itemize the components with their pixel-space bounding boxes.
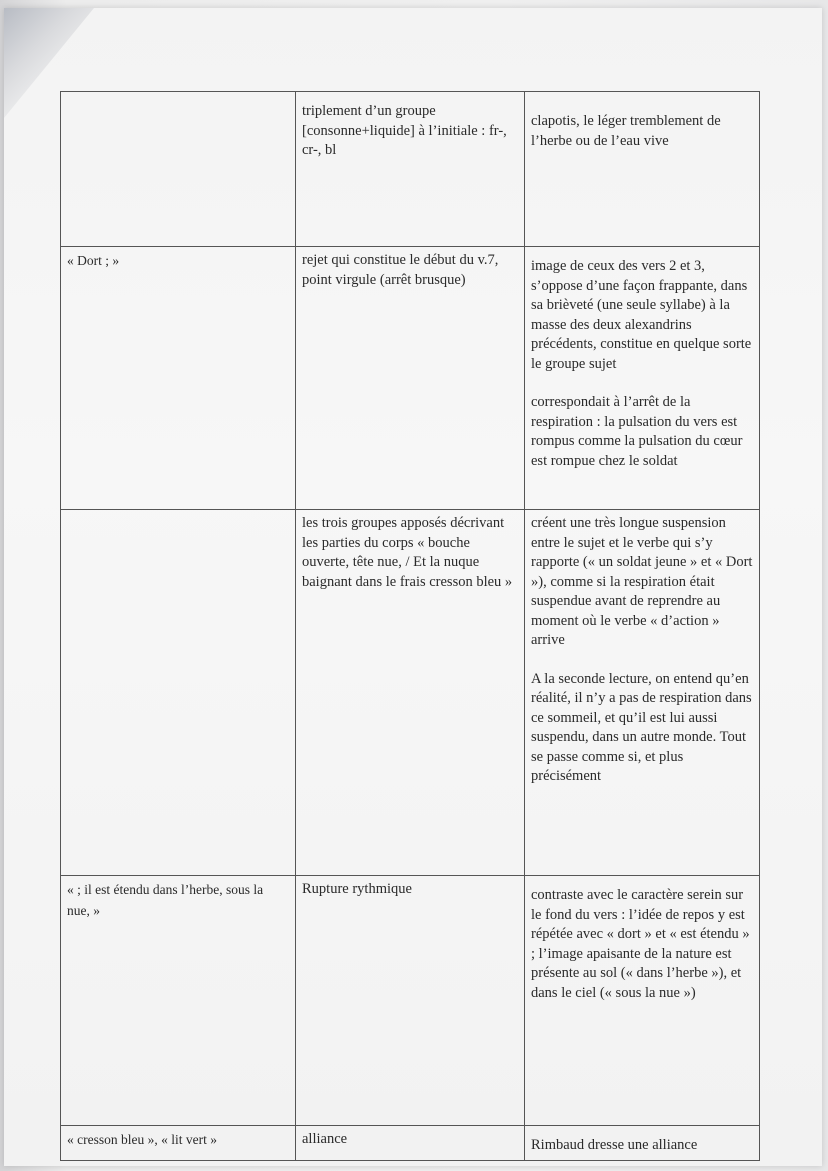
table-row: [61, 510, 760, 876]
procede-cell: [296, 92, 525, 247]
citation-text: « ; il est étendu dans l’herbe, sous la nue, »: [67, 882, 264, 918]
table-row: [61, 1126, 760, 1161]
effet-paragraph: clapotis, le léger tremblement de l’herbe ou de l’eau vive: [531, 113, 721, 149]
procede-cell: [296, 1126, 525, 1161]
procede-text: rejet qui constitue le début du v.7, point virgule (arrêt brusque): [302, 252, 499, 288]
effet-paragraph: contraste avec le caractère serein sur le fond du vers : l’idée de repos y est répétée avec « dort » et « est étendu » ; l’image apaisante de la nature est présente au sol (« dans l’herbe »), et dans le ciel (« sous la nue »): [531, 887, 750, 1001]
effet-paragraph: Rimbaud dresse une alliance: [531, 1137, 698, 1153]
procede-text: alliance: [302, 1131, 348, 1147]
effet-cell: [525, 510, 760, 876]
effet-cell: [525, 876, 760, 1126]
procede-text: triplement d’un groupe [consonne+liquide] à l’initiale : fr-, cr-, bl: [302, 103, 507, 158]
procede-cell: [296, 247, 525, 510]
procede-text: Rupture rythmique: [302, 881, 412, 897]
procede-cell: [296, 510, 525, 876]
citation-cell: [61, 1126, 296, 1161]
document-page: [4, 8, 822, 1166]
effet-cell: [525, 247, 760, 510]
effet-paragraph: correspondait à l’arrêt de la respiration : la pulsation du vers est rompus comme la pulsation du cœur est rompue chez le soldat: [531, 394, 743, 469]
effet-paragraph: A la seconde lecture, on entend qu’en réalité, il n’y a pas de respiration dans ce sommeil, et qu’il est lui aussi suspendu, dans un autre monde. Tout se passe comme si, et plus précisément: [531, 670, 752, 784]
procede-cell: [296, 876, 525, 1126]
effet-cell: [525, 92, 760, 247]
procede-text: les trois groupes apposés décrivant les parties du corps « bouche ouverte, tête nue, / Et la nuque baignant dans le frais cresson bleu »: [302, 515, 513, 590]
citation-cell: [61, 92, 296, 247]
citation-cell: [61, 876, 296, 1126]
effet-paragraph: créent une très longue suspension entre le sujet et le verbe qui s’y rapporte (« un soldat jeune » et « Dort »), comme si la respiration était suspendue avant de reprendre au moment où le verbe « d’action » arrive: [531, 515, 753, 648]
citation-cell: [61, 247, 296, 510]
citation-text: « Dort ; »: [67, 253, 120, 268]
analysis-table: [60, 91, 760, 1161]
citation-text: « cresson bleu », « lit vert »: [67, 1132, 217, 1147]
table-row: [61, 92, 760, 247]
citation-cell: [61, 510, 296, 876]
table-row: [61, 876, 760, 1126]
effet-cell: [525, 1126, 760, 1161]
effet-paragraph: image de ceux des vers 2 et 3, s’oppose d’une façon frappante, dans sa brièveté (une seule syllabe) à la masse des deux alexandrins précédents, constitue en quelque sorte le groupe sujet: [531, 258, 752, 372]
table-row: [61, 247, 760, 510]
